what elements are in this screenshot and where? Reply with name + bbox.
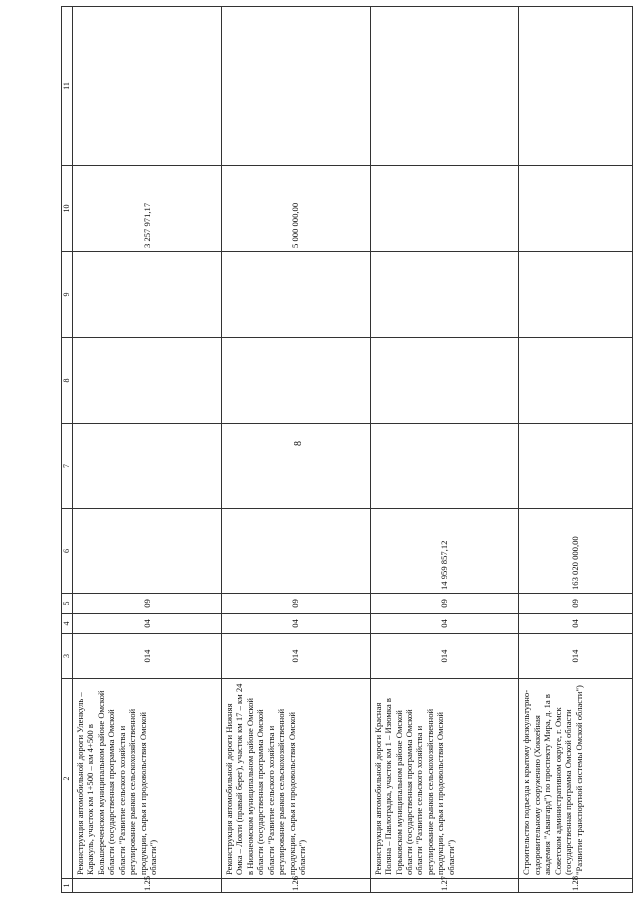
object-name: Реконструкция автомобильной дороги Красная Поляна – Павлоградка, участок км 1 – Изюмка в Горьковском муниципальном районе Омской области (государственная программа Омской области "Развитие сельского хозяйства и регулирование рынков сельскохозяйственной продукции, сырья и продовольствия Омской области")	[370, 679, 519, 879]
row-number: 1.27	[370, 879, 519, 893]
col-header-4: 4	[62, 614, 73, 634]
col-header-7: 7	[62, 424, 73, 509]
cell-col3: 014	[73, 634, 222, 679]
table-row	[370, 7, 519, 893]
col-header-5: 5	[62, 594, 73, 614]
cell-col6	[221, 509, 370, 594]
cell-col10: 5 000 000,00	[221, 166, 370, 252]
cell-col8	[519, 338, 633, 424]
object-name: Реконструкция автомобильной дороги Нижняя Омка – Локти (правый берег), участок км 17 – км 24 в Нижнеомском муниципальном районе Омской области (государственная программа Омской области "Развитие сельского хозяйства и регулирование рынков сельскохозяйственной продукции, сырья и продовольствия Омской области")	[221, 679, 370, 879]
cell-col3: 014	[370, 634, 519, 679]
cell-col11	[519, 7, 633, 166]
cell-col4: 04	[221, 614, 370, 634]
cell-col9	[370, 252, 519, 338]
object-name: Реконструкция автомобильной дороги Уленкуль – Каракуль, участок км 1+500 – км 4+500 в Большереченском муниципальном районе Омской области (государственная программа Омской области "Развитие сельского хозяйства и регулирование рынков сельскохозяйственной продукции, сырья и продовольствия Омской области")	[73, 679, 222, 879]
table-row	[519, 7, 633, 893]
row-number: 1.25	[73, 879, 222, 893]
row-number: 1.26	[221, 879, 370, 893]
cell-col9	[221, 252, 370, 338]
cell-col3: 014	[221, 634, 370, 679]
cell-col7	[73, 424, 222, 509]
cell-col8	[370, 338, 519, 424]
cell-col4: 04	[73, 614, 222, 634]
cell-col4: 04	[519, 614, 633, 634]
cell-col8	[73, 338, 222, 424]
col-header-11: 11	[62, 7, 73, 166]
cell-col5: 09	[221, 594, 370, 614]
cell-col4: 04	[370, 614, 519, 634]
table-row	[73, 7, 222, 893]
cell-col7	[221, 424, 370, 509]
cell-col5: 09	[519, 594, 633, 614]
col-header-8: 8	[62, 338, 73, 424]
col-header-6: 6	[62, 509, 73, 594]
cell-col9	[519, 252, 633, 338]
cell-col3: 014	[519, 634, 633, 679]
column-number-row	[62, 7, 73, 893]
cell-col10: 3 257 971,17	[73, 166, 222, 252]
cell-col6	[73, 509, 222, 594]
cell-col6: 163 020 000,00	[519, 509, 633, 594]
cell-col11	[221, 7, 370, 166]
cell-col10	[519, 166, 633, 252]
cell-col11	[73, 7, 222, 166]
cell-col9	[73, 252, 222, 338]
object-name: Строительство подъезда к крытому физкультурно-оздоровительному сооружению (Хоккейная академия "Авангард") по проспекту Мира, д. 1а в Советском административном округе, г. Омск (государственная программа Омской области "Развитие транспортной системы Омской области")	[519, 679, 633, 879]
budget-table	[61, 6, 633, 893]
budget-table-sheet	[61, 7, 633, 893]
cell-col8	[221, 338, 370, 424]
cell-col10	[370, 166, 519, 252]
page-number: 8	[293, 441, 304, 446]
col-header-3: 3	[62, 634, 73, 679]
col-header-9: 9	[62, 252, 73, 338]
col-header-10: 10	[62, 166, 73, 252]
cell-col6: 14 959 857,12	[370, 509, 519, 594]
cell-col11	[370, 7, 519, 166]
cell-col7	[370, 424, 519, 509]
col-header-1: 1	[62, 879, 73, 893]
cell-col5: 09	[73, 594, 222, 614]
row-number: 1.28	[519, 879, 633, 893]
col-header-2: 2	[62, 679, 73, 879]
cell-col7	[519, 424, 633, 509]
cell-col5: 09	[370, 594, 519, 614]
table-row	[221, 7, 370, 893]
